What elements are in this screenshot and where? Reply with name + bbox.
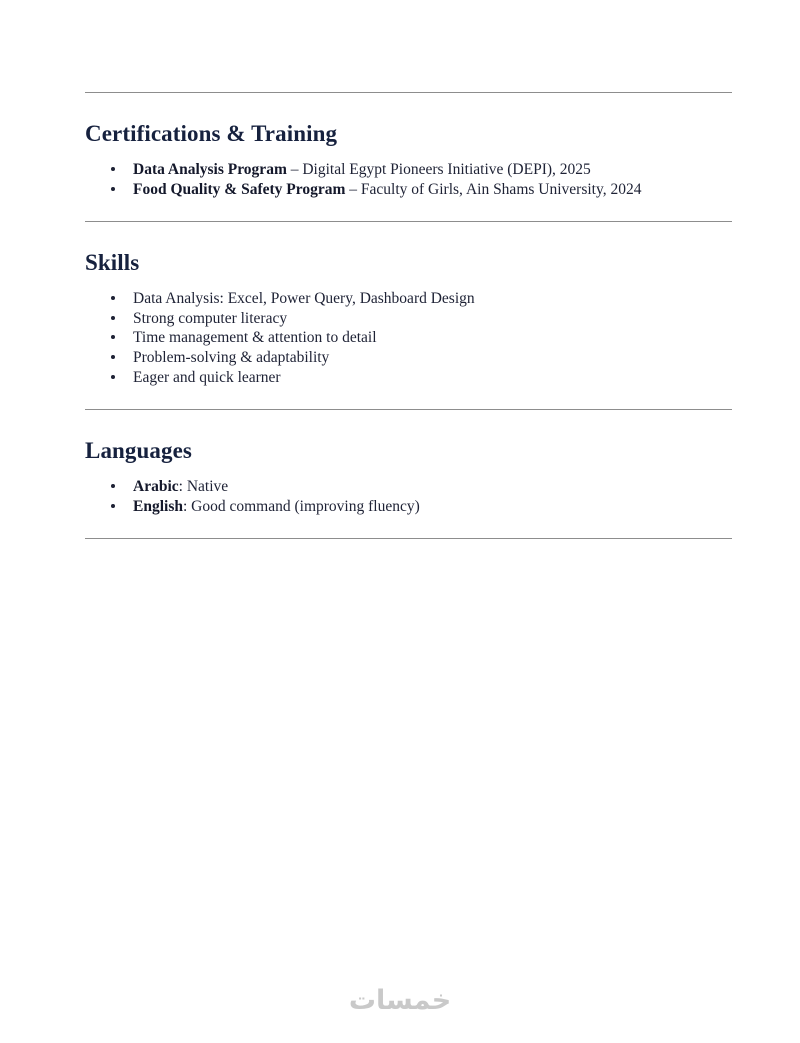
list-item bbox=[85, 477, 732, 497]
bullet-icon bbox=[111, 335, 115, 339]
section-spacer bbox=[85, 199, 732, 221]
bullet-icon bbox=[111, 296, 115, 300]
item-rest: Strong computer literacy bbox=[133, 309, 288, 327]
item-rest: Problem-solving & adaptability bbox=[133, 348, 330, 366]
watermark: خمسات bbox=[348, 985, 452, 1016]
list-item bbox=[85, 368, 732, 388]
section-certifications bbox=[85, 93, 732, 221]
item-lead: English bbox=[133, 497, 183, 515]
skills-list bbox=[85, 276, 732, 387]
section-title-languages: Languages bbox=[85, 438, 192, 464]
resume-content bbox=[85, 92, 732, 539]
item-rest: Time management & attention to detail bbox=[133, 329, 377, 347]
item-rest: Data Analysis: Excel, Power Query, Dashboard Design bbox=[133, 290, 475, 308]
list-item bbox=[85, 309, 732, 329]
bullet-icon bbox=[111, 167, 115, 171]
section-spacer bbox=[85, 387, 732, 409]
section-skills bbox=[85, 222, 732, 409]
list-item bbox=[85, 497, 732, 517]
section-languages bbox=[85, 410, 732, 538]
list-item bbox=[85, 348, 732, 368]
item-lead: Food Quality & Safety Program bbox=[133, 180, 346, 198]
bullet-icon bbox=[111, 316, 115, 320]
bullet-icon bbox=[111, 187, 115, 191]
section-title-certifications: Certifications & Training bbox=[85, 121, 338, 146]
languages-list bbox=[85, 464, 732, 516]
divider-bottom bbox=[85, 538, 732, 539]
list-item bbox=[85, 289, 732, 309]
item-rest: Eager and quick learner bbox=[133, 368, 281, 386]
bullet-icon bbox=[111, 484, 115, 488]
list-item bbox=[85, 328, 732, 348]
item-rest: : Native bbox=[178, 478, 229, 496]
bullet-icon bbox=[111, 355, 115, 359]
item-rest: – Faculty of Girls, Ain Shams University, 2024 bbox=[345, 180, 642, 198]
bullet-icon bbox=[111, 375, 115, 379]
section-title-skills: Skills bbox=[85, 250, 140, 276]
bullet-icon bbox=[111, 504, 115, 508]
list-item bbox=[85, 180, 732, 200]
section-spacer bbox=[85, 516, 732, 538]
item-rest: – Digital Egypt Pioneers Initiative (DEPI), 2025 bbox=[286, 161, 591, 178]
item-rest: : Good command (improving fluency) bbox=[182, 497, 420, 515]
certifications-list bbox=[85, 147, 732, 199]
item-lead: Arabic bbox=[133, 478, 179, 496]
list-item bbox=[85, 160, 732, 180]
item-lead: Data Analysis Program bbox=[133, 161, 287, 178]
